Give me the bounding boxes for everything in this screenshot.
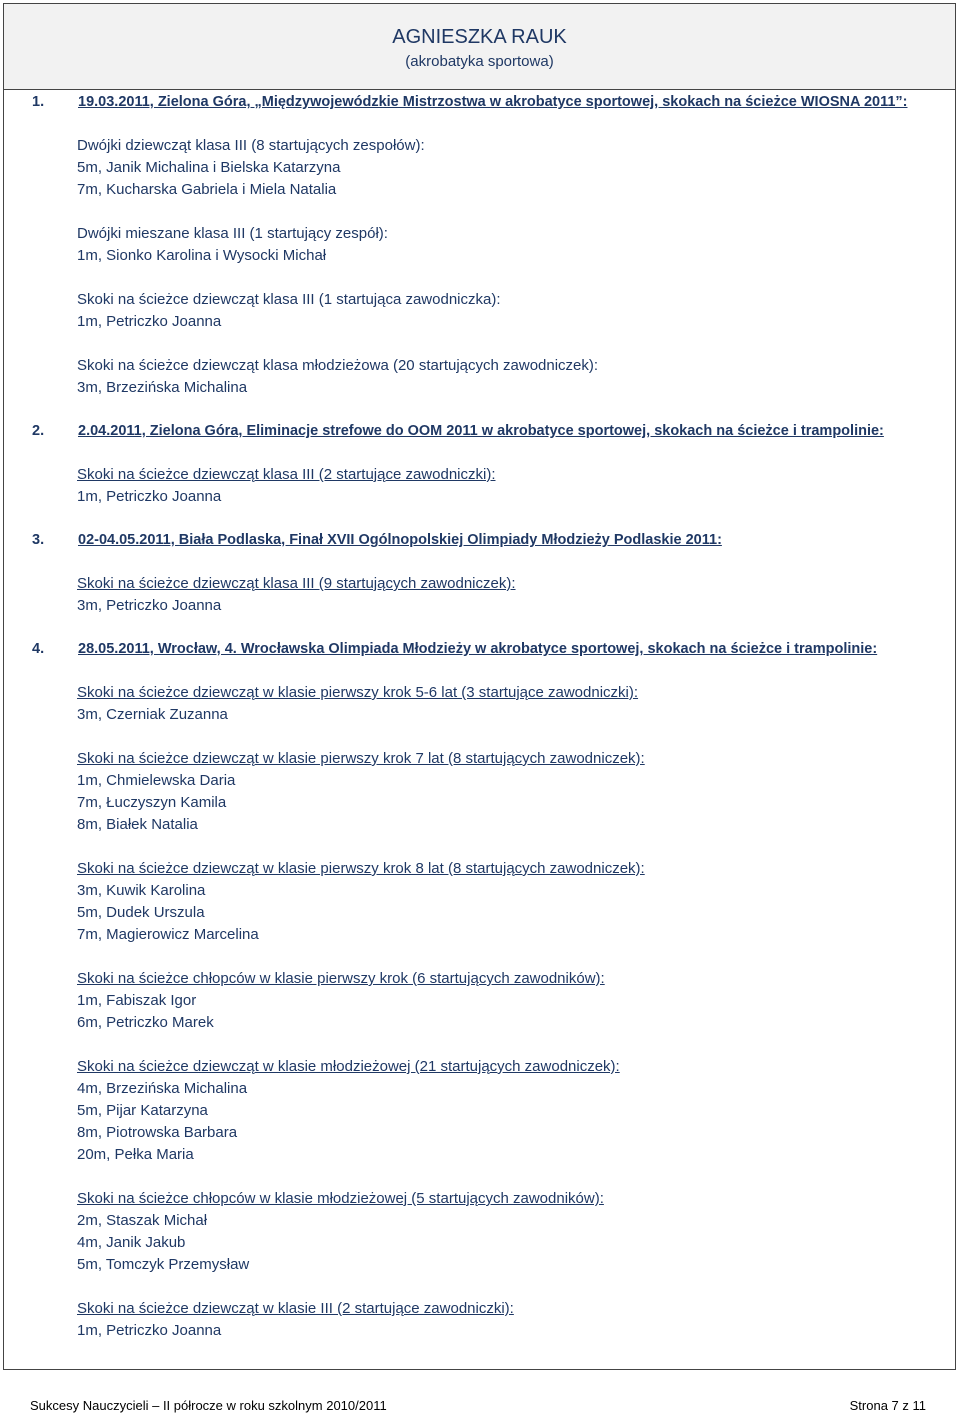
result-entry: 5m, Dudek Urszula bbox=[77, 904, 205, 921]
competition-section bbox=[32, 529, 947, 617]
competition-section bbox=[32, 91, 947, 399]
category-label: Skoki na ścieżce dziewcząt w klasie pierwszy krok 8 lat (8 startujących zawodniczek): bbox=[77, 860, 645, 877]
category-label: Skoki na ścieżce chłopców w klasie pierwszy krok (6 startujących zawodników): bbox=[77, 970, 605, 987]
footer-title: Sukcesy Nauczycieli – II półrocze w roku szkolnym 2010/2011 bbox=[30, 1398, 387, 1413]
result-entry: 7m, Kucharska Gabriela i Miela Natalia bbox=[77, 181, 337, 198]
competition-number: 4. bbox=[32, 641, 45, 657]
category-label: Skoki na ścieżce dziewcząt w klasie młodzieżowej (21 startujących zawodniczek): bbox=[77, 1058, 620, 1075]
result-entry: 8m, Białek Natalia bbox=[77, 816, 198, 833]
competition-heading bbox=[32, 638, 947, 660]
result-entry: 7m, Łuczyszyn Kamila bbox=[77, 794, 227, 811]
competition-title: 02-04.05.2011, Biała Podlaska, Finał XVII Ogólnopolskiej Olimpiady Młodzieży Podlaskie 2011: bbox=[78, 532, 722, 548]
result-entry: 7m, Magierowicz Marcelina bbox=[77, 926, 259, 943]
category-label: Skoki na ścieżce dziewcząt w klasie pierwszy krok 5-6 lat (3 startujące zawodniczki): bbox=[77, 684, 639, 701]
result-entry: 3m, Czerniak Zuzanna bbox=[77, 706, 228, 723]
result-entry: 5m, Tomczyk Przemysław bbox=[77, 1256, 250, 1273]
category-label: Skoki na ścieżce dziewcząt klasa III (2 startujące zawodniczki): bbox=[77, 466, 496, 483]
competition-title: 28.05.2011, Wrocław, 4. Wrocławska Olimpiada Młodzieży w akrobatyce sportowej, skokach na ścieżce i trampolinie: bbox=[78, 641, 878, 657]
results-content bbox=[32, 91, 947, 1363]
category-group bbox=[77, 135, 947, 201]
result-entry: 1m, Fabiszak Igor bbox=[77, 992, 197, 1009]
page-number: Strona 7 z 11 bbox=[849, 1398, 926, 1413]
discipline-subtitle: (akrobatyka sportowa) bbox=[405, 53, 554, 70]
teacher-name: AGNIESZKA RAUK bbox=[392, 26, 567, 48]
category-label: Skoki na ścieżce dziewcząt klasa III (9 startujących zawodniczek): bbox=[77, 575, 516, 592]
category-label: Skoki na ścieżce dziewcząt klasa młodzieżowa (20 startujących zawodniczek): bbox=[77, 357, 599, 374]
competition-heading bbox=[32, 529, 947, 551]
category-group bbox=[77, 1298, 947, 1342]
result-entry: 1m, Chmielewska Daria bbox=[77, 772, 236, 789]
result-entry: 4m, Brzezińska Michalina bbox=[77, 1080, 248, 1097]
category-group bbox=[77, 289, 947, 333]
category-group bbox=[77, 355, 947, 399]
category-group bbox=[77, 968, 947, 1034]
category-group bbox=[77, 223, 947, 267]
category-label: Skoki na ścieżce chłopców w klasie młodzieżowej (5 startujących zawodników): bbox=[77, 1190, 604, 1207]
category-group bbox=[77, 858, 947, 946]
category-group bbox=[77, 682, 947, 726]
category-group bbox=[77, 1188, 947, 1276]
result-entry: 20m, Pełka Maria bbox=[77, 1146, 194, 1163]
category-label: Skoki na ścieżce dziewcząt w klasie pierwszy krok 7 lat (8 startujących zawodniczek): bbox=[77, 750, 645, 767]
header bbox=[4, 4, 955, 90]
competition-heading bbox=[32, 420, 947, 442]
competition-number: 2. bbox=[32, 423, 45, 439]
category-label: Skoki na ścieżce dziewcząt w klasie III (2 startujące zawodniczki): bbox=[77, 1300, 514, 1317]
result-entry: 2m, Staszak Michał bbox=[77, 1212, 208, 1229]
competition-title: 19.03.2011, Zielona Góra, „Międzywojewódzkie Mistrzostwa w akrobatyce sportowej, skokach na ścieżce WIOSNA 2011”: bbox=[78, 94, 908, 110]
category-label: Dwójki dziewcząt klasa III (8 startujących zespołów): bbox=[77, 137, 425, 154]
competition-section bbox=[32, 638, 947, 1342]
result-entry: 1m, Petriczko Joanna bbox=[77, 488, 222, 505]
category-group bbox=[77, 1056, 947, 1166]
category-group bbox=[77, 573, 947, 617]
competition-heading bbox=[32, 91, 947, 113]
page-footer bbox=[30, 1398, 926, 1413]
category-label: Dwójki mieszane klasa III (1 startujący zespół): bbox=[77, 225, 388, 242]
result-entry: 5m, Janik Michalina i Bielska Katarzyna bbox=[77, 159, 341, 176]
result-entry: 4m, Janik Jakub bbox=[77, 1234, 186, 1251]
result-entry: 8m, Piotrowska Barbara bbox=[77, 1124, 238, 1141]
competition-number: 1. bbox=[32, 94, 45, 110]
result-entry: 3m, Kuwik Karolina bbox=[77, 882, 206, 899]
result-entry: 6m, Petriczko Marek bbox=[77, 1014, 214, 1031]
competition-section bbox=[32, 420, 947, 508]
competition-number: 3. bbox=[32, 532, 45, 548]
category-group bbox=[77, 464, 947, 508]
result-entry: 1m, Petriczko Joanna bbox=[77, 313, 222, 330]
competition-title: 2.04.2011, Zielona Góra, Eliminacje strefowe do OOM 2011 w akrobatyce sportowej, skokach na ścieżce i trampolinie: bbox=[78, 423, 884, 439]
category-group bbox=[77, 748, 947, 836]
category-label: Skoki na ścieżce dziewcząt klasa III (1 startująca zawodniczka): bbox=[77, 291, 501, 308]
result-entry: 1m, Sionko Karolina i Wysocki Michał bbox=[77, 247, 327, 264]
result-entry: 5m, Pijar Katarzyna bbox=[77, 1102, 208, 1119]
result-entry: 1m, Petriczko Joanna bbox=[77, 1322, 222, 1339]
result-entry: 3m, Brzezińska Michalina bbox=[77, 379, 248, 396]
result-entry: 3m, Petriczko Joanna bbox=[77, 597, 222, 614]
